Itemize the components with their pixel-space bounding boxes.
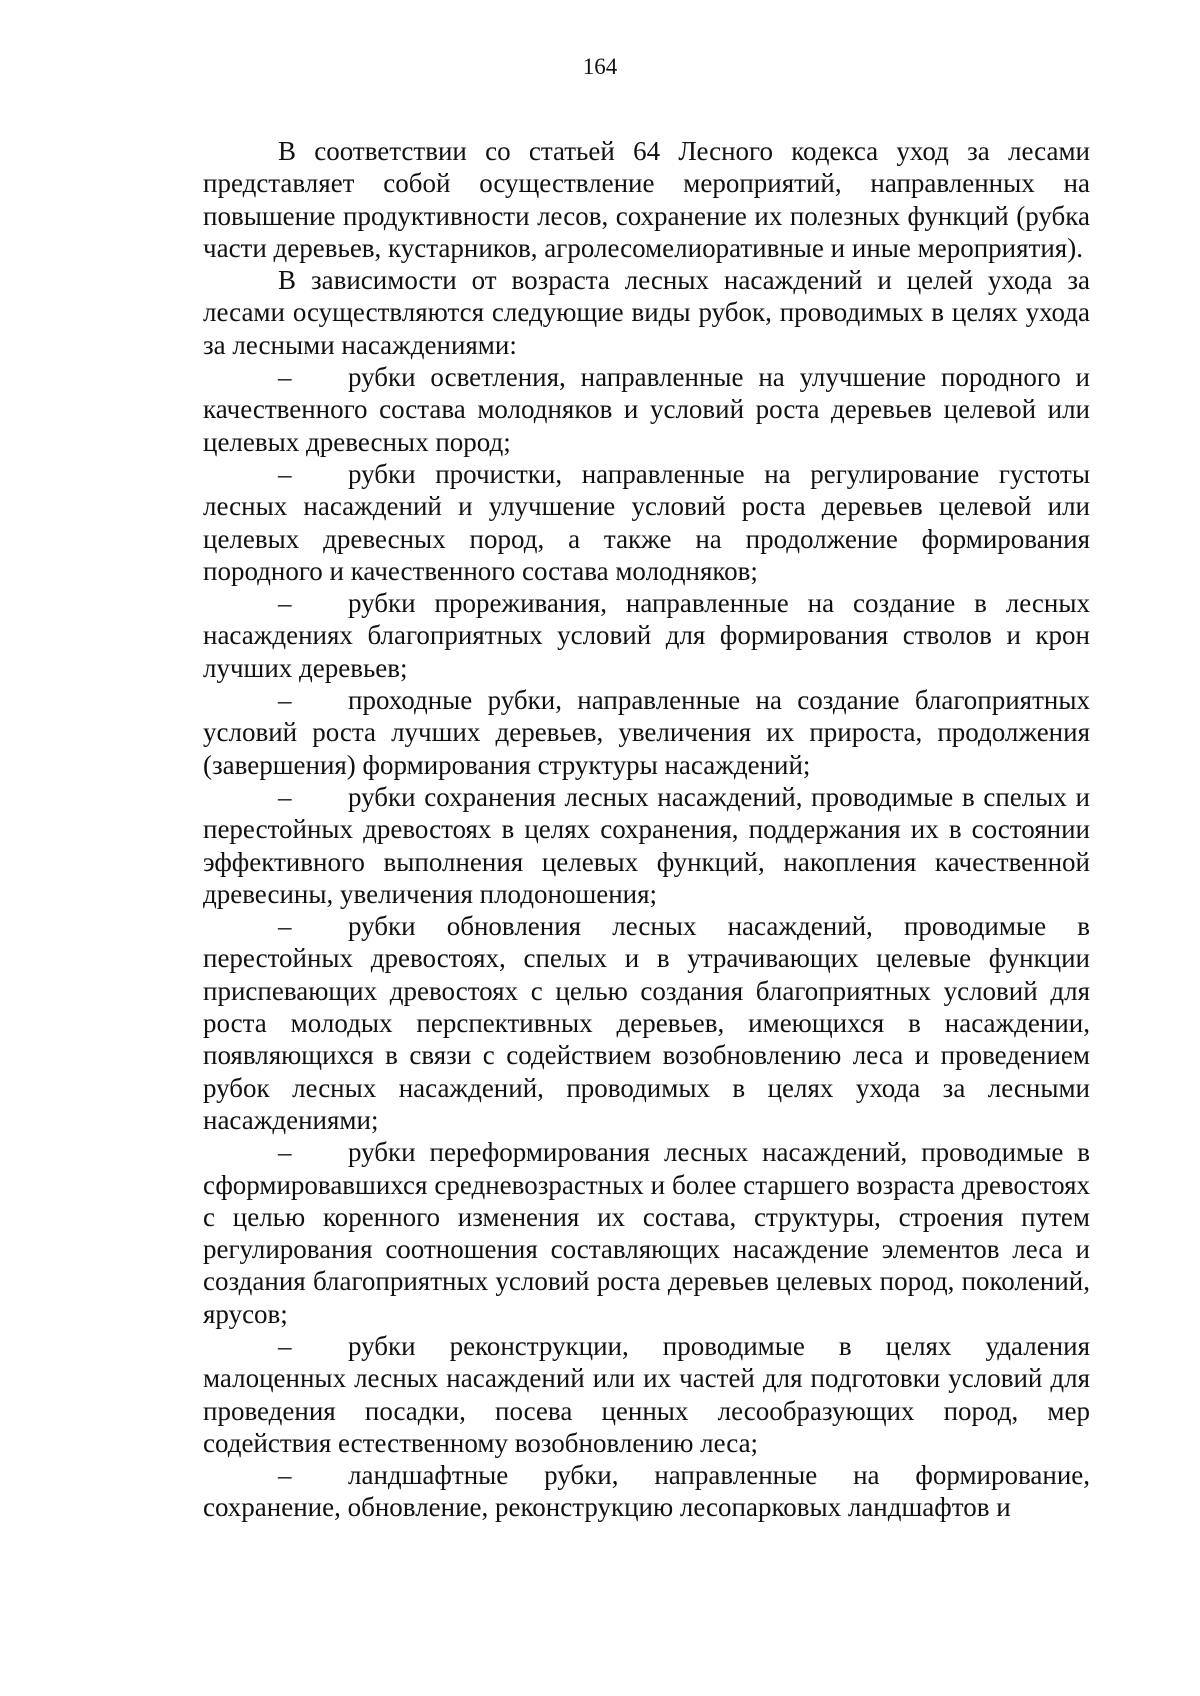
paragraph-felling-types: В зависимости от возраста лесных насаждений и целей ухода за лесами осуществляются следующие виды рубок, проводимых в целях ухода за лесными насаждениями: (203, 265, 1090, 360)
list-item-text: рубки осветления, направленные на улучшение породного и качественного состава молодняков и условий роста деревьев целевой или целевых древесных пород; (203, 362, 1090, 457)
bullet-dash: – (278, 458, 292, 489)
list-item-text: рубки переформирования лесных насаждений, проводимые в сформировавшихся средневозрастных и более старшего возраста древостоях с целью коренного изменения их состава, структуры, строения путем регулирования соотношения составляющих насаждение элементов леса и создания благоприятных условий роста деревьев целевых пород, поколений, ярусов; (203, 1137, 1090, 1329)
list-item-lightening (203, 361, 1090, 458)
list-item-landscape (203, 1459, 1090, 1524)
bullet-dash: – (278, 911, 292, 942)
bullet-dash: – (278, 781, 292, 812)
list-item-text: рубки реконструкции, проводимые в целях удаления малоценных лесных насаждений или их частей для подготовки условий для проведения посадки, посева ценных лесообразующих пород, мер содействия естественному возобновлению леса; (203, 1330, 1090, 1458)
list-item-preservation (203, 781, 1090, 910)
list-item-text: проходные рубки, направленные на создание благоприятных условий роста лучших деревьев, увеличения их прироста, продолжения (завершения) формирования структуры насаждений; (203, 685, 1090, 780)
list-item-text: рубки обновления лесных насаждений, проводимые в перестойных древостоях, спелых и в утрачивающих целевые функции приспевающих древостоях с целью создания благоприятных условий для роста молодых перспективных деревьев, имеющихся в насаждении, появляющихся в связи с содействием возобновлению леса и проведением рубок лесных насаждений, проводимых в целях ухода за лесными насаждениями; (203, 911, 1090, 1135)
list-item-text: рубки сохранения лесных насаждений, проводимые в спелых и перестойных древостоях в целях сохранения, поддержания их в состоянии эффективного выполнения целевых функций, накопления качественной древесины, увеличения плодоношения; (203, 781, 1090, 909)
list-item-cleaning (203, 458, 1090, 587)
list-item-renewal (203, 910, 1090, 1136)
bullet-dash: – (278, 588, 292, 619)
document-body (203, 135, 1090, 1524)
list-item-passing-felling (203, 684, 1090, 781)
page-number: 164 (582, 54, 618, 79)
list-item-reconstruction (203, 1330, 1090, 1459)
list-item-text: рубки прореживания, направленные на создание в лесных насаждениях благоприятных условий для формирования стволов и крон лучших деревьев; (203, 588, 1090, 683)
bullet-dash: – (278, 1330, 292, 1361)
list-item-thinning (203, 587, 1090, 684)
list-item-text: ландшафтные рубки, направленные на формирование, сохранение, обновление, реконструкцию лесопарковых ландшафтов и (203, 1460, 1090, 1523)
list-item-text: рубки прочистки, направленные на регулирование густоты лесных насаждений и улучшение условий роста деревьев целевой или целевых древесных пород, а также на продолжение формирования породного и качественного состава молодняков; (203, 458, 1090, 586)
paragraph-intro: В соответствии со статьей 64 Лесного кодекса уход за лесами представляет собой осуществление мероприятий, направленных на повышение продуктивности лесов, сохранение их полезных функций (рубка части деревьев, кустарников, агролесомелиоративные и иные мероприятия). (203, 136, 1090, 263)
bullet-dash: – (278, 1137, 292, 1168)
bullet-dash: – (278, 362, 292, 393)
bullet-dash: – (278, 1460, 292, 1491)
list-item-reformation (203, 1136, 1090, 1330)
bullet-dash: – (278, 685, 292, 716)
